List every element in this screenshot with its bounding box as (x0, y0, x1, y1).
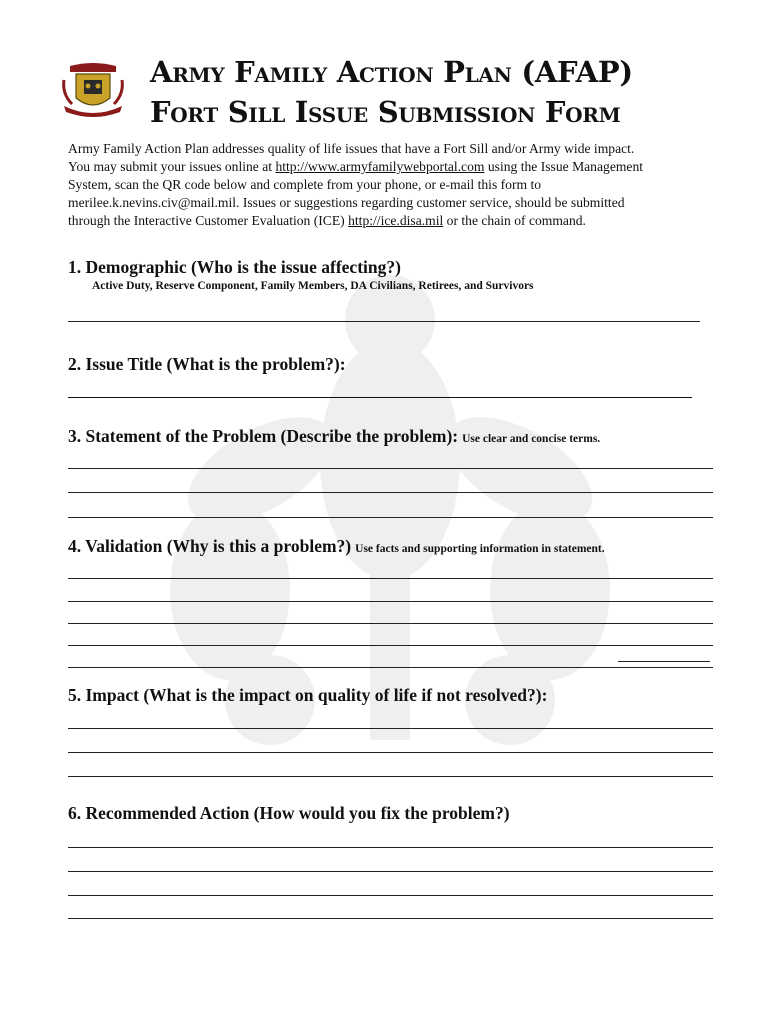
section-issue-title-title: 2. Issue Title (What is the problem?): (68, 354, 346, 374)
recommended-answer-line[interactable] (68, 847, 713, 848)
form-title (150, 52, 633, 132)
section-demographic-subtitle: Active Duty, Reserve Component, Family Members, DA Civilians, Retirees, and Survivors (92, 280, 534, 292)
section-validation-hint: Use facts and supporting information in statement. (355, 543, 605, 555)
validation-answer-line[interactable] (68, 578, 713, 579)
intro-line: merilee.k.nevins.civ@mail.mil. Issues or suggestions regarding customer service, should be submitted (68, 195, 625, 210)
intro-paragraph (68, 140, 728, 230)
recommended-answer-line[interactable] (68, 871, 713, 872)
section-demographic-title: 1. Demographic (Who is the issue affecting?) (68, 257, 401, 277)
validation-answer-line[interactable] (68, 667, 713, 668)
form-title-line2: Fort Sill Issue Submission Form (150, 95, 621, 129)
statement-answer-line[interactable] (68, 517, 713, 518)
ice-link[interactable]: http://ice.disa.mil (348, 213, 444, 228)
validation-answer-line[interactable] (68, 645, 713, 646)
section-validation-title: Validation (Why is this a problem?) (81, 536, 352, 556)
validation-answer-line[interactable] (68, 623, 713, 624)
section-recommended-title: 6. Recommended Action (How would you fix the problem?) (68, 803, 510, 823)
section-validation (68, 536, 605, 557)
intro-line: Army Family Action Plan addresses quality of life issues that have a Fort Sill and/or Army wide impact. (68, 141, 635, 156)
impact-answer-line[interactable] (68, 776, 713, 777)
validation-extra-line (618, 661, 710, 662)
impact-answer-line[interactable] (68, 752, 713, 753)
validation-answer-line[interactable] (68, 601, 713, 602)
recommended-answer-line[interactable] (68, 918, 713, 919)
issue-title-answer-line[interactable] (68, 397, 692, 398)
section-statement-hint: Use clear and concise terms. (462, 433, 601, 445)
afap-portal-link[interactable]: http://www.armyfamilywebportal.com (275, 159, 485, 174)
army-crest-logo-icon (60, 60, 126, 120)
intro-line: through the Interactive Customer Evaluation (ICE) http://ice.disa.mil or the chain of command. (68, 213, 586, 228)
section-impact-title: 5. Impact (What is the impact on quality of life if not resolved?): (68, 685, 548, 705)
statement-answer-line[interactable] (68, 468, 713, 469)
recommended-answer-line[interactable] (68, 895, 713, 896)
impact-answer-line[interactable] (68, 728, 713, 729)
watermark-emblem-icon (170, 260, 610, 750)
section-validation-number: 4. (68, 536, 82, 556)
section-statement-title: 3. Statement of the Problem (Describe the problem): (68, 426, 459, 446)
intro-line: You may submit your issues online at http://www.armyfamilywebportal.com using the Issue Management (68, 159, 644, 174)
demographic-answer-line[interactable] (68, 321, 700, 322)
intro-line: System, scan the QR code below and complete from your phone, or e-mail this form to (68, 177, 542, 192)
statement-answer-line[interactable] (68, 492, 713, 493)
section-statement (68, 426, 600, 447)
form-title-line1: Army Family Action Plan (AFAP) (150, 55, 633, 89)
